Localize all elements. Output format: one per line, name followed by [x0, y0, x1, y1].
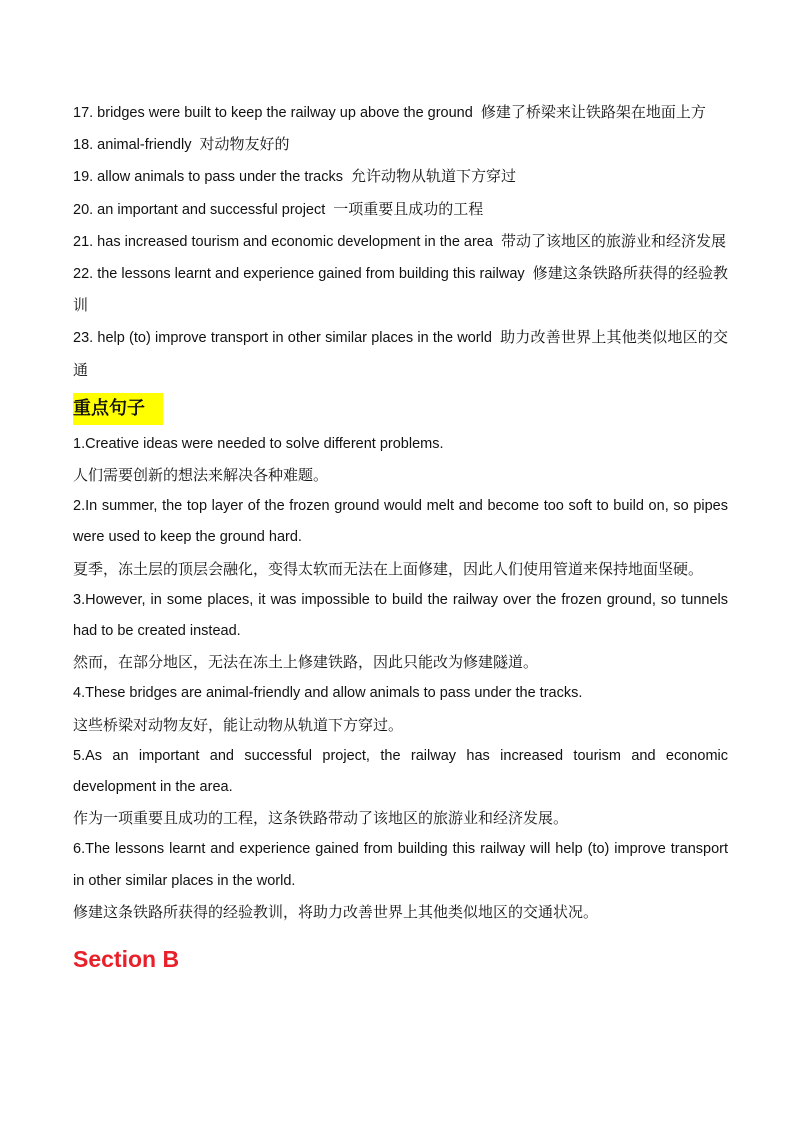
phrase-item: [73, 258, 728, 322]
phrase-en: 17. bridges were built to keep the railway up above the ground: [73, 105, 473, 121]
phrase-item: [73, 129, 728, 161]
phrase-zh: 助力改善世界上其他类似地区的交通: [73, 328, 728, 379]
key-sentences-heading: 重点句子: [73, 393, 163, 425]
phrase-en: 23. help (to) improve transport in other similar places in the world: [73, 330, 492, 347]
key-sentences-heading-row: [73, 393, 728, 427]
phrase-zh: 一项重要且成功的工程: [333, 199, 484, 218]
phrase-en: 19. allow animals to pass under the tracks: [73, 169, 343, 186]
phrase-zh: 允许动物从轨道下方穿过: [351, 167, 517, 186]
phrase-item: [73, 322, 728, 386]
sentence-en: 5.As an important and successful project, the railway has increased tourism and economic development in the area.: [73, 747, 728, 796]
phrase-zh: 修建了桥梁来让铁路架在地面上方: [480, 103, 706, 121]
phrase-item: [73, 161, 728, 193]
phrase-zh: 修建这条铁路所获得的经验教训: [73, 264, 728, 315]
phrase-en: 20. an important and successful project: [73, 201, 326, 218]
sentence-zh: 人们需要创新的想法来解决各种难题。: [73, 466, 329, 485]
phrase-en: 21. has increased tourism and economic development in the area: [73, 233, 493, 250]
sentence-en: 3.However, in some places, it was impossible to build the railway over the frozen ground, so tunnels had to be created instead.: [73, 591, 728, 640]
phrase-item: [73, 194, 728, 226]
sentence-zh: 这些桥梁对动物友好，能让动物从轨道下方穿过。: [73, 715, 404, 734]
sentence-zh: 夏季，冻土层的顶层会融化，变得太软而无法在上面修建，因此人们使用管道来保持地面坚硬。: [73, 559, 704, 578]
sentence-en: 2.In summer, the top layer of the frozen ground would melt and become too soft to build on, so pipes were used to keep the ground hard.: [73, 498, 728, 546]
phrase-item: [73, 226, 728, 258]
sentence-zh: 作为一项重要且成功的工程，这条铁路带动了该地区的旅游业和经济发展。: [73, 809, 569, 828]
phrase-zh: 对动物友好的: [199, 135, 290, 154]
section-title: Section B: [73, 946, 180, 973]
document-content: [73, 97, 728, 976]
phrase-zh: 带动了该地区的旅游业和经济发展: [500, 231, 726, 250]
phrase-item: [73, 97, 728, 129]
sentence-zh: 然而，在部分地区，无法在冻土上修建铁路，因此只能改为修建隧道。: [73, 653, 539, 672]
phrase-en: 22. the lessons learnt and experience gained from building this railway: [73, 266, 525, 283]
sentence-en: 4.These bridges are animal-friendly and allow animals to pass under the tracks.: [73, 685, 583, 702]
sentence-zh: 修建这条铁路所获得的经验教训，将助力改善世界上其他类似地区的交通状况。: [73, 902, 599, 921]
sentence-en: 1.Creative ideas were needed to solve different problems.: [73, 435, 444, 452]
phrase-en: 18. animal-friendly: [73, 137, 192, 154]
sentence-en: 6.The lessons learnt and experience gained from building this railway will help (to) improve transport in other similar places in the world.: [73, 841, 728, 889]
